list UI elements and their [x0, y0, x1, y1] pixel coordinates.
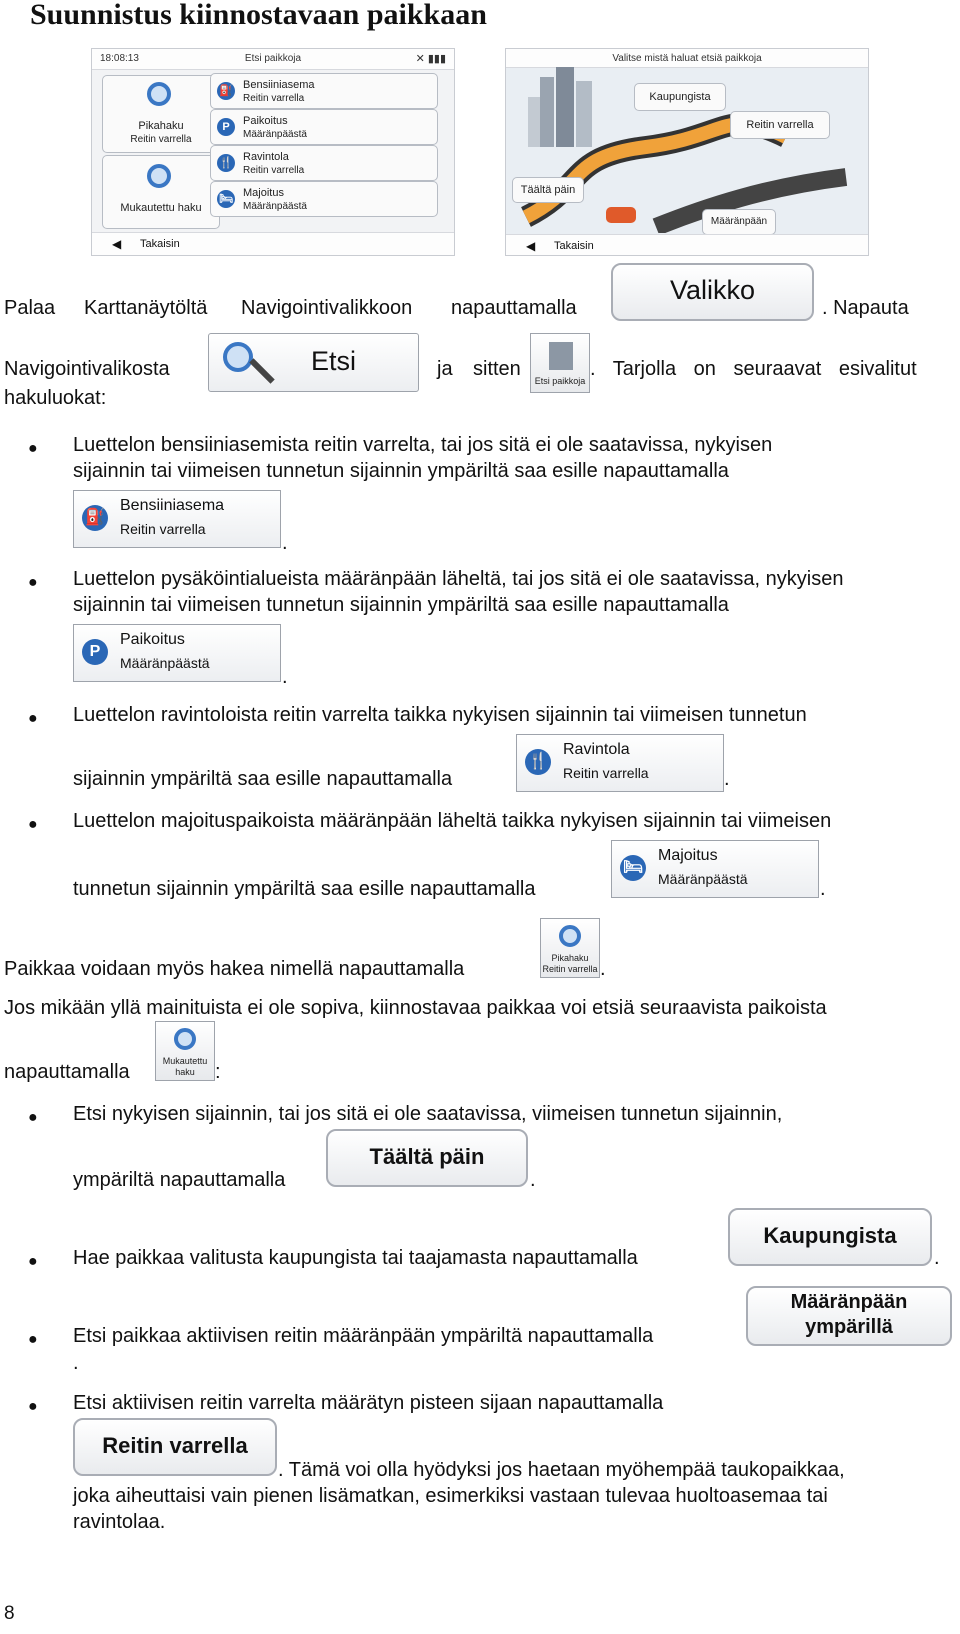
bullet-text: ympäriltä napauttamalla: [73, 1169, 286, 1191]
restaurant-row[interactable]: [210, 145, 438, 181]
bullet-text: tunnetun sijainnin ympäriltä saa esille napauttamalla: [73, 878, 536, 900]
signal-icon: ✕ ▮▮▮: [415, 53, 446, 65]
bullet-text: Luettelon pysäköintialueista määränpään läheltä, tai jos sitä ei ole saatavissa, nykyisen: [73, 568, 844, 590]
row-sublabel: Reitin varrella: [243, 93, 305, 104]
fuel-button-image[interactable]: [73, 490, 281, 548]
text-end: .: [820, 878, 826, 900]
restaurant-icon: 🍴: [217, 154, 235, 172]
back-arrow-icon: ◀: [526, 239, 536, 253]
find-button-image[interactable]: [208, 333, 419, 392]
lodging-icon: 🛏: [620, 855, 646, 881]
button-label: Bensiiniasema: [120, 497, 225, 514]
parking-icon: P: [217, 118, 235, 136]
icon-label-2: Reitin varrella: [542, 964, 598, 974]
find-places-icon[interactable]: [530, 333, 590, 393]
around-destination-button-image[interactable]: [746, 1286, 952, 1346]
text-word: . Napauta: [822, 297, 909, 319]
button-sublabel: ympärillä: [805, 1316, 893, 1338]
magnifier-icon: [559, 925, 581, 947]
icon-label-1: Mukautettu: [162, 1056, 208, 1066]
text-word: Navigointivalikosta: [4, 358, 170, 380]
car-icon: [606, 207, 636, 223]
button-label: Kaupungista: [763, 1223, 897, 1248]
bullet-text: ravintolaa.: [73, 1511, 166, 1533]
back-label: Takaisin: [554, 240, 594, 252]
text-end: .: [282, 532, 288, 554]
magnifier-icon: [223, 342, 253, 372]
text-line: napauttamalla: [4, 1061, 130, 1083]
page-number: 8: [4, 1603, 15, 1624]
back-bar[interactable]: [92, 232, 454, 255]
bullet-text: Luettelon bensiiniasemista reitin varrelta, tai jos sitä ei ole saatavissa, nykyisen: [73, 434, 773, 456]
menu-button-image[interactable]: [611, 263, 814, 321]
restaurant-button-image[interactable]: [516, 734, 724, 792]
bullet: ●: [28, 816, 38, 833]
button-label: Reitin varrella: [102, 1433, 248, 1458]
text-end: .: [530, 1169, 536, 1191]
text-word: sitten: [473, 358, 521, 380]
building: [576, 81, 592, 147]
bullet-text: sijainnin tai viimeisen tunnetun sijainnin ympäriltä saa esille napauttamalla: [73, 594, 729, 616]
building: [556, 67, 574, 147]
text-end: .: [724, 768, 730, 790]
text-fragment: . Tarjolla on seuraavat esivalitut: [590, 358, 917, 380]
text-word: napauttamalla: [451, 297, 577, 319]
tile-label-2: Reitin varrella: [130, 134, 192, 145]
bullet: ●: [28, 440, 38, 457]
button-label: Määränpään: [790, 1291, 908, 1313]
bullet: ●: [28, 1253, 38, 1270]
button-sublabel: Määränpäästä: [120, 655, 210, 671]
bullet-text: sijainnin tai viimeisen tunnetun sijainnin ympäriltä saa esille napauttamalla: [73, 460, 729, 482]
text-word: Navigointivalikkoon: [241, 297, 413, 319]
custom-search-icon[interactable]: [155, 1021, 215, 1081]
around-destination-button[interactable]: Määränpään: [702, 209, 776, 235]
around-here-button-image[interactable]: [326, 1129, 528, 1187]
text-line: Jos mikään yllä mainituista ei ole sopiva, kiinnostavaa paikkaa voi etsiä seuraavista paikoista: [4, 997, 827, 1019]
bullet-text: Etsi nykyisen sijainnin, tai jos sitä ei ole saatavissa, viimeisen tunnetun sijainnin,: [73, 1103, 783, 1125]
screen-title: Etsi paikkoja: [244, 53, 302, 64]
find-places-label: Etsi paikkoja: [534, 376, 586, 386]
tile-label-1: Mukautettu haku: [120, 202, 202, 214]
along-route-button-image[interactable]: [73, 1418, 277, 1476]
back-arrow-icon: ◀: [112, 237, 122, 251]
parking-button-image[interactable]: [73, 624, 281, 682]
text-word: Karttanäytöltä: [84, 297, 208, 319]
bullet-text: . Tämä voi olla hyödyksi jos haetaan myöhempää taukopaikkaa,: [278, 1459, 845, 1481]
text-end: :: [215, 1061, 221, 1083]
back-label: Takaisin: [140, 238, 180, 250]
row-sublabel: Määränpäästä: [243, 129, 307, 140]
custom-search-tile[interactable]: [102, 155, 220, 229]
around-here-button[interactable]: Täältä päin: [512, 177, 584, 203]
bullet-text: joka aiheuttaisi vain pienen lisämatkan, esimerkiksi vastaan tulevaa huoltoasemaa tai: [73, 1485, 828, 1507]
lodging-icon: 🛏: [217, 190, 235, 208]
button-label: Majoitus: [658, 847, 718, 864]
bullet: ●: [28, 574, 38, 591]
text-end: .: [600, 958, 606, 980]
magnifier-icon: [147, 164, 171, 188]
page-title: Suunnistus kiinnostavaan paikkaan: [30, 0, 487, 31]
magnifier-icon: [174, 1028, 196, 1050]
status-bar: [506, 49, 868, 68]
bullet: ●: [28, 1331, 38, 1348]
row-label: Bensiiniasema: [243, 79, 315, 91]
quick-search-tile[interactable]: [102, 75, 220, 153]
city-icon: [549, 342, 573, 370]
text-word: ja: [437, 358, 453, 380]
bullet-text: Luettelon ravintoloista reitin varrelta taikka nykyisen sijainnin tai viimeisen tunnetun: [73, 704, 807, 726]
button-label: Ravintola: [563, 741, 630, 758]
building: [528, 97, 540, 147]
bullet-text: Etsi paikkaa aktiivisen reitin määränpään ympäriltä napauttamalla: [73, 1325, 654, 1347]
text-word: Palaa: [4, 297, 56, 319]
clock: 18:08:13: [100, 53, 139, 64]
button-sublabel: Määränpäästä: [658, 871, 748, 887]
row-label: Majoitus: [243, 187, 284, 199]
along-route-button[interactable]: Reitin varrella: [730, 111, 830, 139]
row-sublabel: Reitin varrella: [243, 165, 305, 176]
icon-label-1: Pikahaku: [551, 953, 589, 963]
magnifier-handle: [249, 358, 274, 383]
bullet: ●: [28, 710, 38, 727]
text-line: Paikkaa voidaan myös hakea nimellä napauttamalla: [4, 958, 465, 980]
status-bar: [92, 49, 454, 70]
parking-icon: P: [82, 639, 108, 665]
find-button-label: Etsi: [311, 346, 357, 376]
fuel-icon: ⛽: [217, 82, 235, 100]
bullet-text: Etsi aktiivisen reitin varrelta määrätyn pisteen sijaan napauttamalla: [73, 1392, 664, 1414]
lodging-row[interactable]: [210, 181, 438, 217]
bullet: ●: [28, 1398, 38, 1415]
parking-row[interactable]: [210, 109, 438, 145]
magnifier-icon: [147, 82, 171, 106]
city-button[interactable]: Kaupungista: [634, 83, 726, 111]
icon-label-2: haku: [175, 1067, 195, 1077]
row-sublabel: Määränpäästä: [243, 201, 307, 212]
screen-title: Valitse mistä haluat etsiä paikkoja: [612, 53, 762, 64]
row-label: Ravintola: [243, 151, 289, 163]
row-label: Paikoitus: [243, 115, 288, 127]
text-end: .: [73, 1352, 79, 1374]
city-button-image[interactable]: [728, 1208, 932, 1266]
search-menu-screenshot: [91, 48, 455, 256]
text-end: .: [934, 1247, 940, 1269]
fuel-row[interactable]: [210, 73, 438, 109]
button-label: Paikoitus: [120, 631, 185, 648]
restaurant-icon: 🍴: [525, 749, 551, 775]
menu-button-label: Valikko: [669, 275, 756, 305]
button-sublabel: Reitin varrella: [563, 765, 649, 781]
text-line: hakuluokat:: [4, 387, 107, 409]
lodging-button-image[interactable]: [611, 840, 819, 898]
bullet: ●: [28, 1109, 38, 1126]
fuel-icon: ⛽: [82, 505, 108, 531]
text-end: .: [282, 666, 288, 688]
button-sublabel: Reitin varrella: [120, 521, 206, 537]
back-bar[interactable]: [506, 234, 868, 255]
bullet-text: Hae paikkaa valitusta kaupungista tai taajamasta napauttamalla: [73, 1247, 638, 1269]
button-label: Täältä päin: [369, 1144, 485, 1169]
bullet-text: Luettelon majoituspaikoista määränpään läheltä taikka nykyisen sijainnin tai viimeisen: [73, 810, 832, 832]
quick-search-icon[interactable]: [540, 918, 600, 978]
tile-label-1: Pikahaku: [138, 120, 184, 132]
bullet-text: sijainnin ympäriltä saa esille napauttamalla: [73, 768, 453, 790]
search-area-screenshot: [505, 48, 869, 256]
building: [540, 77, 554, 147]
